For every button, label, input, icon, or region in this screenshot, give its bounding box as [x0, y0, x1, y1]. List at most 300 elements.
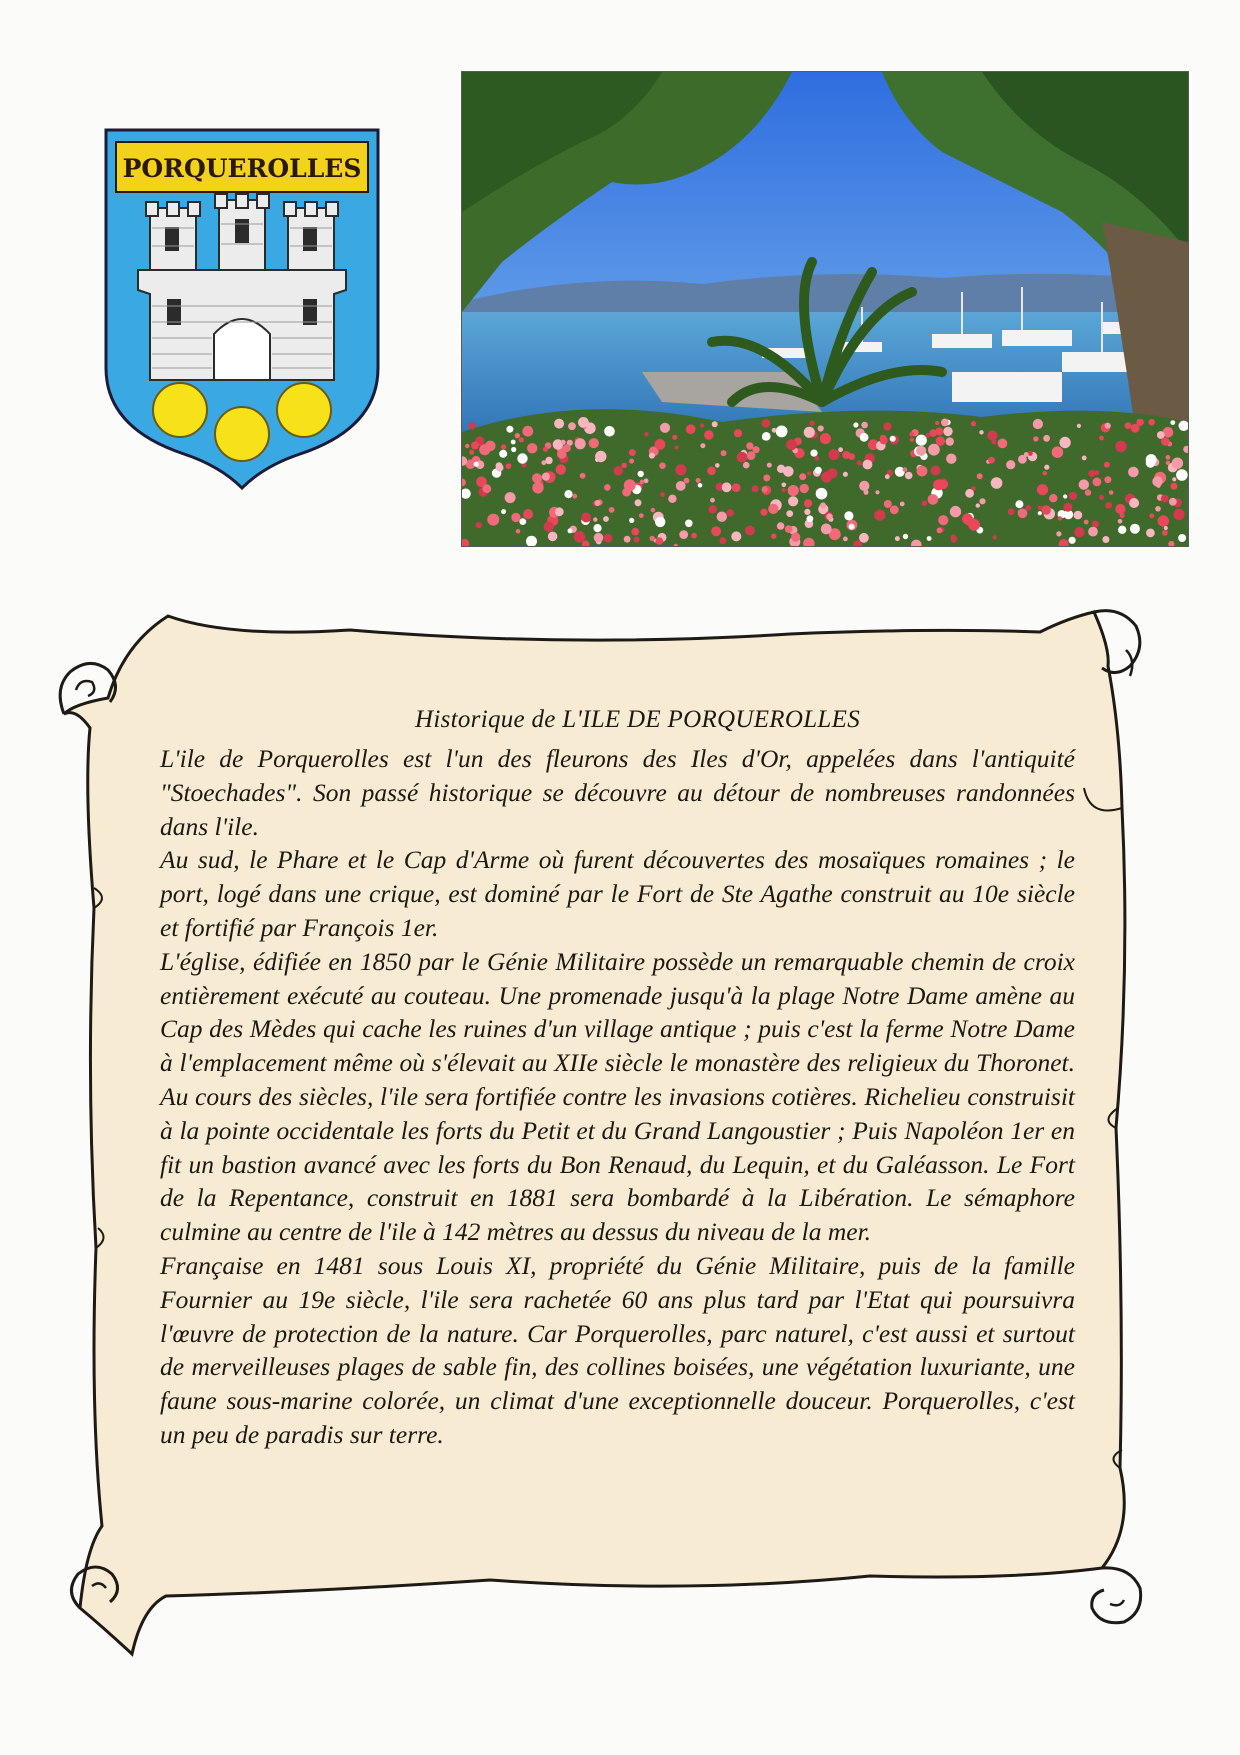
- flower-blossom: [807, 471, 811, 475]
- flower-blossom: [515, 433, 520, 438]
- flower-blossom: [1008, 508, 1015, 515]
- flower-blossom: [1024, 452, 1029, 457]
- flower-blossom: [987, 430, 997, 440]
- flower-blossom: [936, 436, 945, 445]
- flower-blossom: [1173, 509, 1184, 520]
- flower-blossom: [700, 423, 704, 427]
- flower-blossom: [880, 435, 887, 442]
- flower-blossom: [580, 473, 586, 479]
- flower-blossom: [991, 477, 1003, 489]
- flower-blossom: [767, 463, 772, 468]
- paragraph: L'église, édifiée en 1850 par le Génie Militaire possède un remarquable chemin de croix entièrement exécuté au couteau. Une promenade jusqu'à la plage Notre Dame amène au Cap des Mèdes qui cache les ruines d'un village antique ; puis c'est la ferme Notre Dame à l'emplacement même où s'élevait au XIIe siècle le monastère des religieux du Thoronet. Au cours des siècles, l'ile sera fortifiée contre les invasions cotières. Richelieu construisit à la pointe occidentale les forts du Petit et du Grand Langoustier ; Puis Napoléon 1er en fit un bastion avancé avec les forts du Bon Renaud, du Lequin, et du Galéasson. Le Fort de la Repentance, construit en 1881 sera bombardé à la Libération. Le sémaphore culmine au centre de l'ile à 142 mètres au dessus du niveau de la mer.: [160, 946, 1075, 1247]
- flower-blossom: [772, 428, 777, 433]
- flower-blossom: [691, 533, 697, 539]
- flower-blossom: [809, 421, 814, 426]
- flower-blossom: [950, 506, 961, 517]
- flower-blossom: [1162, 530, 1168, 536]
- flower-blossom: [545, 457, 552, 464]
- flower-blossom: [1155, 506, 1161, 512]
- flower-blossom: [928, 444, 940, 456]
- flower-blossom: [635, 499, 642, 506]
- flower-blossom: [675, 446, 679, 450]
- flower-blossom: [564, 490, 572, 498]
- flower-blossom: [1085, 489, 1091, 495]
- flower-blossom: [1149, 513, 1154, 518]
- flower-blossom: [890, 505, 899, 514]
- flower-blossom: [785, 525, 793, 533]
- flower-blossom: [1148, 419, 1155, 426]
- flower-blossom: [629, 459, 634, 464]
- flower-blossom: [522, 426, 533, 437]
- flower-blossom: [1146, 458, 1156, 468]
- flower-blossom: [816, 488, 828, 500]
- flower-blossom: [771, 534, 776, 539]
- flower-blossom: [1146, 529, 1155, 538]
- flower-blossom: [1026, 505, 1032, 511]
- flower-blossom: [589, 438, 599, 448]
- flower-blossom: [554, 419, 564, 429]
- flower-blossom: [1118, 526, 1126, 534]
- flower-blossom: [965, 489, 974, 498]
- scroll-heading: Historique de L'ILE DE PORQUEROLLES: [415, 706, 860, 733]
- flower-blossom: [1052, 446, 1064, 458]
- flower-blossom: [1105, 423, 1111, 429]
- flower-blossom: [1128, 467, 1139, 478]
- flower-blossom: [1077, 424, 1081, 428]
- flower-blossom: [909, 432, 914, 437]
- castle-tower-icon: [138, 194, 346, 380]
- flower-blossom: [644, 478, 649, 483]
- flower-blossom: [1129, 498, 1139, 508]
- flower-blossom: [800, 484, 809, 493]
- flower-blossom: [937, 528, 943, 534]
- flower-blossom: [939, 480, 948, 489]
- flower-blossom: [1044, 465, 1049, 470]
- flower-blossom: [979, 498, 985, 504]
- flower-blossom: [1059, 437, 1070, 448]
- flower-blossom: [818, 425, 824, 431]
- flower-blossom: [621, 463, 627, 469]
- flower-blossom: [885, 474, 890, 479]
- flower-blossom: [660, 492, 665, 497]
- flower-blossom: [593, 524, 601, 532]
- flower-blossom: [511, 440, 516, 445]
- flower-blossom: [763, 474, 770, 481]
- flower-blossom: [1088, 470, 1095, 477]
- flower-blossom: [1069, 537, 1076, 544]
- flower-blossom: [838, 447, 843, 452]
- flower-blossom: [1037, 484, 1048, 495]
- flower-blossom: [900, 502, 905, 507]
- flower-blossom: [501, 444, 506, 449]
- flower-blossom: [1038, 511, 1042, 515]
- flower-blossom: [859, 481, 869, 491]
- flower-blossom: [782, 488, 786, 492]
- flower-blossom: [1105, 502, 1112, 509]
- flower-blossom: [676, 481, 686, 491]
- flower-blossom: [1115, 504, 1125, 514]
- flower-blossom: [928, 494, 939, 505]
- flower-blossom: [1074, 511, 1083, 520]
- flower-blossom: [1176, 469, 1188, 481]
- flower-blossom: [737, 452, 748, 463]
- flower-blossom: [857, 460, 862, 465]
- flower-blossom: [519, 518, 526, 525]
- flower-blossom: [1033, 436, 1038, 441]
- flower-blossom: [1058, 516, 1062, 520]
- flower-blossom: [815, 467, 822, 474]
- flower-blossom: [752, 485, 759, 492]
- flower-blossom: [696, 478, 701, 483]
- flower-blossom: [746, 442, 753, 449]
- flower-blossom: [747, 451, 756, 460]
- porquerolles-coat-of-arms: [104, 128, 380, 490]
- flower-blossom: [1028, 451, 1033, 456]
- flower-blossom: [532, 482, 543, 493]
- flower-blossom: [629, 518, 634, 523]
- flower-blossom: [609, 507, 615, 513]
- flower-blossom: [762, 419, 771, 428]
- flower-blossom: [910, 438, 914, 442]
- flower-blossom: [672, 435, 677, 440]
- flower-blossom: [731, 531, 741, 541]
- flower-blossom: [820, 502, 826, 508]
- flower-blossom: [903, 534, 908, 539]
- flower-blossom: [922, 500, 928, 506]
- flower-blossom: [916, 446, 926, 456]
- flower-blossom: [760, 509, 767, 516]
- flower-blossom: [638, 471, 644, 477]
- flower-blossom: [1094, 470, 1099, 475]
- flower-blossom: [783, 466, 794, 477]
- flower-blossom: [979, 430, 983, 434]
- flower-blossom: [776, 426, 788, 438]
- gold-roundel: [153, 383, 207, 437]
- flower-blossom: [875, 490, 879, 494]
- flower-blossom: [1088, 527, 1098, 537]
- flower-blossom: [511, 447, 516, 452]
- flower-blossom: [762, 434, 768, 440]
- flower-blossom: [505, 492, 516, 503]
- flower-blossom: [1084, 520, 1089, 525]
- flower-blossom: [853, 422, 858, 427]
- flower-blossom: [732, 483, 741, 492]
- flower-blossom: [519, 437, 524, 442]
- flower-blossom: [786, 439, 797, 450]
- flower-blossom: [1115, 441, 1126, 452]
- flower-blossom: [624, 536, 631, 543]
- flower-blossom: [1170, 483, 1177, 490]
- flower-blossom: [561, 440, 566, 445]
- flower-blossom: [668, 495, 676, 503]
- flower-blossom: [1172, 458, 1183, 469]
- flower-blossom: [935, 421, 939, 425]
- flower-blossom: [1178, 534, 1186, 542]
- flower-blossom: [1109, 490, 1114, 495]
- paragraph: Au sud, le Phare et le Cap d'Arme où furent découvertes des mosaïques romaines ; le port, logé dans une crique, est dominé par le Fort de Ste Agathe construit au 10e siècle et fortifié par François 1er.: [160, 845, 1075, 942]
- flower-blossom: [1099, 495, 1104, 500]
- flower-blossom: [722, 482, 732, 492]
- flower-blossom: [511, 513, 520, 522]
- flower-blossom: [826, 513, 832, 519]
- flower-blossom: [574, 531, 586, 543]
- flower-blossom: [655, 439, 666, 450]
- flower-blossom: [1056, 531, 1061, 536]
- flower-blossom: [496, 462, 503, 469]
- flower-blossom: [575, 438, 586, 449]
- flower-blossom: [555, 507, 564, 516]
- flower-blossom: [1104, 476, 1111, 483]
- flower-blossom: [743, 462, 750, 469]
- flower-blossom: [476, 522, 482, 528]
- flower-blossom: [468, 422, 475, 429]
- flower-blossom: [655, 517, 665, 527]
- flower-blossom: [543, 447, 548, 452]
- flower-blossom: [603, 516, 609, 522]
- flower-blossom: [629, 449, 636, 456]
- flower-blossom: [931, 466, 941, 476]
- flower-blossom: [927, 536, 932, 541]
- flower-blossom: [842, 451, 850, 459]
- flower-blossom: [859, 533, 869, 543]
- flower-blossom: [849, 524, 855, 530]
- flower-blossom: [971, 421, 976, 426]
- flower-blossom: [614, 466, 623, 475]
- crest-banner-text: PORQUEROLLES: [122, 154, 362, 183]
- flower-blossom: [685, 520, 693, 528]
- flower-blossom: [884, 500, 892, 508]
- flower-blossom: [1015, 500, 1023, 508]
- scroll-text: [160, 700, 1075, 1452]
- flower-blossom: [977, 473, 983, 479]
- flower-blossom: [686, 424, 696, 434]
- flower-blossom: [843, 537, 848, 542]
- flower-blossom: [843, 472, 848, 477]
- flower-blossom: [874, 510, 885, 521]
- flower-blossom: [1125, 422, 1132, 429]
- flower-blossom: [998, 439, 1008, 449]
- flower-blossom: [1104, 462, 1110, 468]
- flower-blossom: [595, 451, 606, 462]
- flower-blossom: [465, 444, 469, 448]
- flower-blossom: [1166, 461, 1170, 465]
- flower-blossom: [804, 427, 815, 438]
- flower-blossom: [1092, 521, 1099, 528]
- flower-blossom: [532, 473, 542, 483]
- flower-blossom: [1079, 479, 1089, 489]
- flower-blossom: [938, 515, 948, 525]
- flower-blossom: [721, 450, 727, 456]
- flower-blossom: [788, 485, 799, 496]
- flower-blossom: [946, 437, 954, 445]
- flower-blossom: [1042, 505, 1051, 514]
- flower-blossom: [719, 537, 726, 544]
- flower-blossom: [1152, 476, 1162, 486]
- paragraph: Française en 1481 sous Louis XI, propriété du Génie Militaire, puis de la famille Fournier au 19e siècle, l'ile sera rachetée 60 ans plus tard par l'Etat qui poursuivra l'œuvre de protection de la nature. Car Porquerolles, parc naturel, c'est aussi et surtout de merveilleuses plages de sable fin, des collines boisées, une végétation luxuriante, une faune sous-marine colorée, un climat d'une exceptionnelle douceur. Porquerolles, c'est un peu de paradis sur terre.: [160, 1250, 1075, 1449]
- flower-blossom: [1093, 478, 1102, 487]
- flower-blossom: [563, 444, 571, 452]
- flower-blossom: [820, 433, 831, 444]
- flower-blossom: [651, 508, 656, 513]
- flower-blossom: [1102, 536, 1109, 543]
- flower-blossom: [639, 513, 644, 518]
- flower-blossom: [905, 472, 913, 480]
- flower-blossom: [1074, 527, 1084, 537]
- flower-blossom: [593, 517, 597, 521]
- flower-blossom: [1099, 436, 1104, 441]
- flower-blossom: [861, 422, 868, 429]
- flower-blossom: [710, 498, 715, 503]
- flower-blossom: [707, 467, 716, 476]
- flower-blossom: [649, 453, 655, 459]
- flower-blossom: [863, 460, 873, 470]
- flower-blossom: [640, 480, 645, 485]
- flower-blossom: [916, 435, 927, 446]
- flower-blossom: [903, 467, 908, 472]
- gold-roundel: [277, 383, 331, 437]
- flower-blossom: [506, 426, 513, 433]
- flower-blossom: [788, 496, 798, 506]
- flower-blossom: [1063, 503, 1072, 512]
- flower-blossom: [711, 526, 721, 536]
- flower-blossom: [712, 421, 718, 427]
- flower-blossom: [941, 419, 949, 427]
- flower-blossom: [890, 436, 896, 442]
- flower-blossom: [993, 535, 997, 539]
- flower-blossom: [581, 513, 591, 523]
- flower-blossom: [482, 484, 491, 493]
- flower-blossom: [527, 443, 537, 453]
- flower-blossom: [1161, 495, 1169, 503]
- flower-blossom: [700, 443, 705, 448]
- flower-blossom: [634, 537, 640, 543]
- flower-blossom: [1042, 471, 1047, 476]
- flower-blossom: [698, 483, 703, 488]
- flower-blossom: [595, 500, 601, 506]
- flower-blossom: [568, 528, 573, 533]
- flower-blossom: [659, 462, 666, 469]
- flower-blossom: [485, 441, 496, 452]
- flower-blossom: [1164, 526, 1168, 530]
- flower-blossom: [1049, 494, 1057, 502]
- flower-blossom: [762, 486, 768, 492]
- flower-blossom: [804, 499, 812, 507]
- flower-blossom: [727, 509, 734, 516]
- flower-blossom: [660, 423, 670, 433]
- flower-blossom: [604, 534, 613, 543]
- paragraph: L'ile de Porquerolles est l'un des fleurons des Iles d'Or, appelées dans l'antiquité "Stoechades". Son passé historique se découvre au détour de nombreuses randonnées dans l'ile.: [160, 744, 1075, 841]
- flower-blossom: [604, 426, 615, 437]
- flower-blossom: [1172, 477, 1176, 481]
- flower-blossom: [827, 468, 837, 478]
- flower-blossom: [782, 483, 787, 488]
- flower-blossom: [624, 479, 636, 491]
- flower-blossom: [786, 510, 793, 517]
- gold-roundel: [215, 407, 269, 461]
- flower-blossom: [544, 522, 554, 532]
- flower-blossom: [506, 463, 512, 469]
- flower-blossom: [734, 429, 742, 437]
- flower-blossom: [1161, 437, 1170, 446]
- flower-blossom: [604, 484, 611, 491]
- flower-blossom: [469, 450, 474, 455]
- flower-blossom: [777, 522, 785, 530]
- flower-blossom: [1043, 435, 1050, 442]
- flower-blossom: [568, 422, 576, 430]
- flower-blossom: [650, 536, 655, 541]
- flower-blossom: [542, 473, 550, 481]
- flower-blossom: [799, 473, 806, 480]
- flower-blossom: [962, 514, 973, 525]
- flower-blossom: [946, 454, 956, 464]
- flower-blossom: [844, 511, 853, 520]
- flower-blossom: [675, 464, 686, 475]
- flower-blossom: [1130, 524, 1140, 534]
- flower-blossom: [804, 509, 810, 515]
- flower-blossom: [1069, 492, 1077, 500]
- flower-blossom: [821, 524, 832, 535]
- harbour-photo: [462, 72, 1188, 546]
- flower-blossom: [828, 449, 839, 460]
- flower-blossom: [860, 433, 869, 442]
- flower-blossom: [1118, 519, 1123, 524]
- flower-blossom: [883, 422, 891, 430]
- flower-blossom: [1158, 515, 1169, 526]
- flower-blossom: [1169, 498, 1177, 506]
- flower-blossom: [1082, 456, 1087, 461]
- flower-blossom: [1131, 424, 1140, 433]
- flower-blossom: [704, 430, 713, 439]
- flower-blossom: [1033, 419, 1043, 429]
- flower-blossom: [631, 528, 639, 536]
- flower-blossom: [578, 417, 589, 428]
- flower-blossom: [815, 456, 820, 461]
- flower-blossom: [501, 509, 506, 514]
- flower-blossom: [1170, 420, 1175, 425]
- flower-blossom: [895, 536, 900, 541]
- flower-blossom: [976, 503, 980, 507]
- flower-blossom: [943, 427, 952, 436]
- flower-blossom: [474, 462, 479, 467]
- flower-blossom: [499, 450, 507, 458]
- flower-blossom: [1063, 494, 1067, 498]
- flower-blossom: [988, 457, 995, 464]
- flower-blossom: [471, 442, 479, 450]
- flower-blossom: [1006, 460, 1015, 469]
- flower-blossom: [717, 512, 727, 522]
- flower-blossom: [656, 537, 664, 545]
- flower-blossom: [572, 494, 577, 499]
- flower-blossom: [556, 464, 566, 474]
- flower-blossom: [548, 532, 558, 542]
- flower-blossom: [791, 533, 800, 542]
- flower-blossom: [810, 450, 817, 457]
- flower-blossom: [715, 463, 720, 468]
- flower-blossom: [594, 533, 604, 543]
- flower-blossom: [745, 526, 755, 536]
- flower-blossom: [709, 505, 717, 513]
- flower-blossom: [523, 509, 533, 519]
- flower-blossom: [487, 514, 499, 526]
- flower-blossom: [1166, 455, 1171, 460]
- flower-blossom: [768, 504, 778, 514]
- flower-blossom: [807, 515, 814, 522]
- flower-blossom: [644, 432, 648, 436]
- flower-blossom: [516, 529, 521, 534]
- flower-blossom: [1018, 509, 1024, 515]
- flower-blossom: [951, 536, 957, 542]
- flower-blossom: [684, 478, 690, 484]
